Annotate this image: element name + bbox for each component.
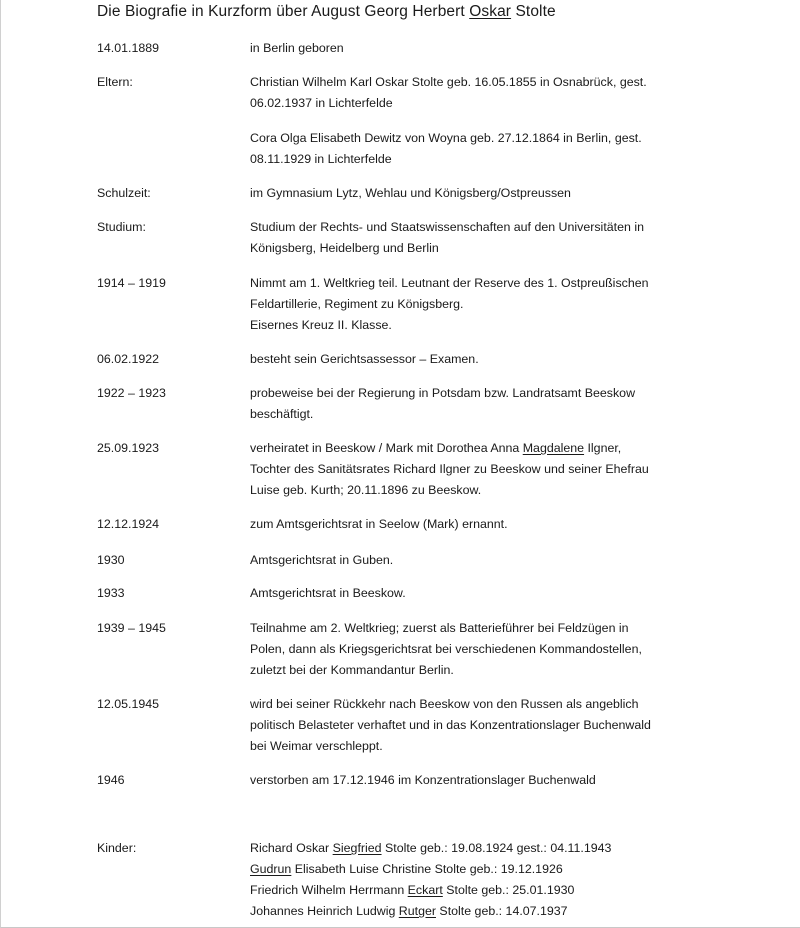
- entry-description: [250, 550, 770, 571]
- entry-description: [250, 438, 770, 501]
- line-text-post: Stolte geb.: 14.07.1937: [435, 904, 568, 918]
- entry-line: [250, 880, 770, 901]
- entry-line: Eisernes Kreuz II. Klasse.: [250, 318, 392, 332]
- entry-description: [250, 383, 770, 425]
- title-suffix: Stolte: [511, 3, 556, 20]
- entry-date: 12.05.1945: [97, 697, 160, 711]
- line-text-pre: verheiratet in Beeskow / Mark mit Dorothea Anna: [250, 441, 523, 455]
- entry-line: beschäftigt.: [250, 407, 314, 421]
- entry-date: 1933: [97, 586, 125, 600]
- entry-line: Amtsgerichtsrat in Guben.: [250, 553, 394, 567]
- entry-date: 1930: [97, 553, 125, 567]
- entry-date: 12.12.1924: [97, 517, 160, 531]
- entry-description: [250, 770, 770, 791]
- entry-description: [250, 583, 770, 604]
- line-text-pre: Richard Oskar: [250, 841, 333, 855]
- entry-description: [250, 273, 770, 336]
- entry-description: [250, 217, 770, 259]
- entry-date: Kinder:: [97, 841, 137, 855]
- entry-date: 1914 – 1919: [97, 276, 166, 290]
- line-text-pre: Johannes Heinrich Ludwig: [250, 904, 399, 918]
- entry-line: 06.02.1937 in Lichterfelde: [250, 96, 393, 110]
- entry-date: 1946: [97, 773, 125, 787]
- entry-line: [250, 438, 770, 459]
- entry-date: Eltern:: [97, 75, 133, 89]
- line-text-post: Elisabeth Luise Christine Stolte geb.: 19.12.1926: [291, 862, 563, 876]
- entry-line: im Gymnasium Lytz, Wehlau und Königsberg/Ostpreussen: [250, 186, 571, 200]
- entry-date: Studium:: [97, 220, 146, 234]
- entry-line: [250, 859, 770, 880]
- entry-description: [250, 349, 770, 370]
- entry-date: 1939 – 1945: [97, 621, 166, 635]
- entry-description: [250, 72, 770, 114]
- line-text-post: Stolte geb.: 25.01.1930: [442, 883, 575, 897]
- title-prefix: Die Biografie in Kurzform über August Georg Herbert: [97, 3, 470, 20]
- entry-description: [250, 618, 770, 681]
- entry-description: [250, 128, 770, 170]
- entry-date: 14.01.1889: [97, 41, 160, 55]
- entry-line: 08.11.1929 in Lichterfelde: [250, 152, 392, 166]
- entry-date: 25.09.1923: [97, 441, 160, 455]
- entry-description: [250, 838, 770, 922]
- entry-line: Studium der Rechts- und Staatswissenschaften auf den Universitäten in: [250, 220, 644, 234]
- entry-line: zuletzt bei der Kommandantur Berlin.: [250, 663, 454, 677]
- entry-date: 1922 – 1923: [97, 386, 166, 400]
- entry-date: 06.02.1922: [97, 352, 160, 366]
- entry-line: probeweise bei der Regierung in Potsdam bzw. Landratsamt Beeskow: [250, 386, 636, 400]
- document-title: [97, 3, 556, 21]
- underlined-name: Siegfried: [332, 841, 382, 855]
- entry-description: [250, 514, 770, 535]
- entry-line: Amtsgerichtsrat in Beeskow.: [250, 586, 406, 600]
- entry-description: [250, 38, 770, 59]
- entry-line: verstorben am 17.12.1946 im Konzentrationslager Buchenwald: [250, 773, 596, 787]
- title-underlined-name: Oskar: [469, 3, 512, 20]
- underlined-name: Magdalene: [522, 441, 585, 455]
- entry-description: [250, 183, 770, 204]
- entry-line: in Berlin geboren: [250, 41, 344, 55]
- entry-line: Feldartillerie, Regiment zu Königsberg.: [250, 297, 464, 311]
- entry-line: Polen, dann als Kriegsgerichtsrat bei verschiedenen Kommandostellen,: [250, 642, 642, 656]
- entry-line: Christian Wilhelm Karl Oskar Stolte geb. 16.05.1855 in Osnabrück, gest.: [250, 75, 647, 89]
- entry-line: politisch Belasteter verhaftet und in das Konzentrationslager Buchenwald: [250, 718, 651, 732]
- line-text-post: Stolte geb.: 19.08.1924 gest.: 04.11.1943: [381, 841, 612, 855]
- entry-line: bei Weimar verschleppt.: [250, 739, 383, 753]
- line-text-pre: Friedrich Wilhelm Herrmann: [250, 883, 408, 897]
- entry-line: Teilnahme am 2. Weltkrieg; zuerst als Batterieführer bei Feldzügen in: [250, 621, 629, 635]
- entry-line: wird bei seiner Rückkehr nach Beeskow von den Russen als angeblich: [250, 697, 639, 711]
- entry-date: Schulzeit:: [97, 186, 151, 200]
- underlined-name: Eckart: [407, 883, 443, 897]
- entry-line: Nimmt am 1. Weltkrieg teil. Leutnant der Reserve des 1. Ostpreußischen: [250, 276, 649, 290]
- entry-line: Tochter des Sanitätsrates Richard Ilgner zu Beeskow und seiner Ehefrau: [250, 462, 649, 476]
- entry-line: zum Amtsgerichtsrat in Seelow (Mark) ernannt.: [250, 517, 508, 531]
- line-text-post: Ilgner,: [584, 441, 622, 455]
- underlined-name: Rutger: [398, 904, 436, 918]
- entry-line: [250, 838, 770, 859]
- entry-line: Cora Olga Elisabeth Dewitz von Woyna geb. 27.12.1864 in Berlin, gest.: [250, 131, 642, 145]
- entry-line: Luise geb. Kurth; 20.11.1896 zu Beeskow.: [250, 483, 482, 497]
- underlined-name: Gudrun: [250, 862, 292, 876]
- entry-description: [250, 694, 770, 757]
- entry-line: [250, 901, 770, 922]
- entry-line: Königsberg, Heidelberg und Berlin: [250, 241, 439, 255]
- entry-line: besteht sein Gerichtsassessor – Examen.: [250, 352, 479, 366]
